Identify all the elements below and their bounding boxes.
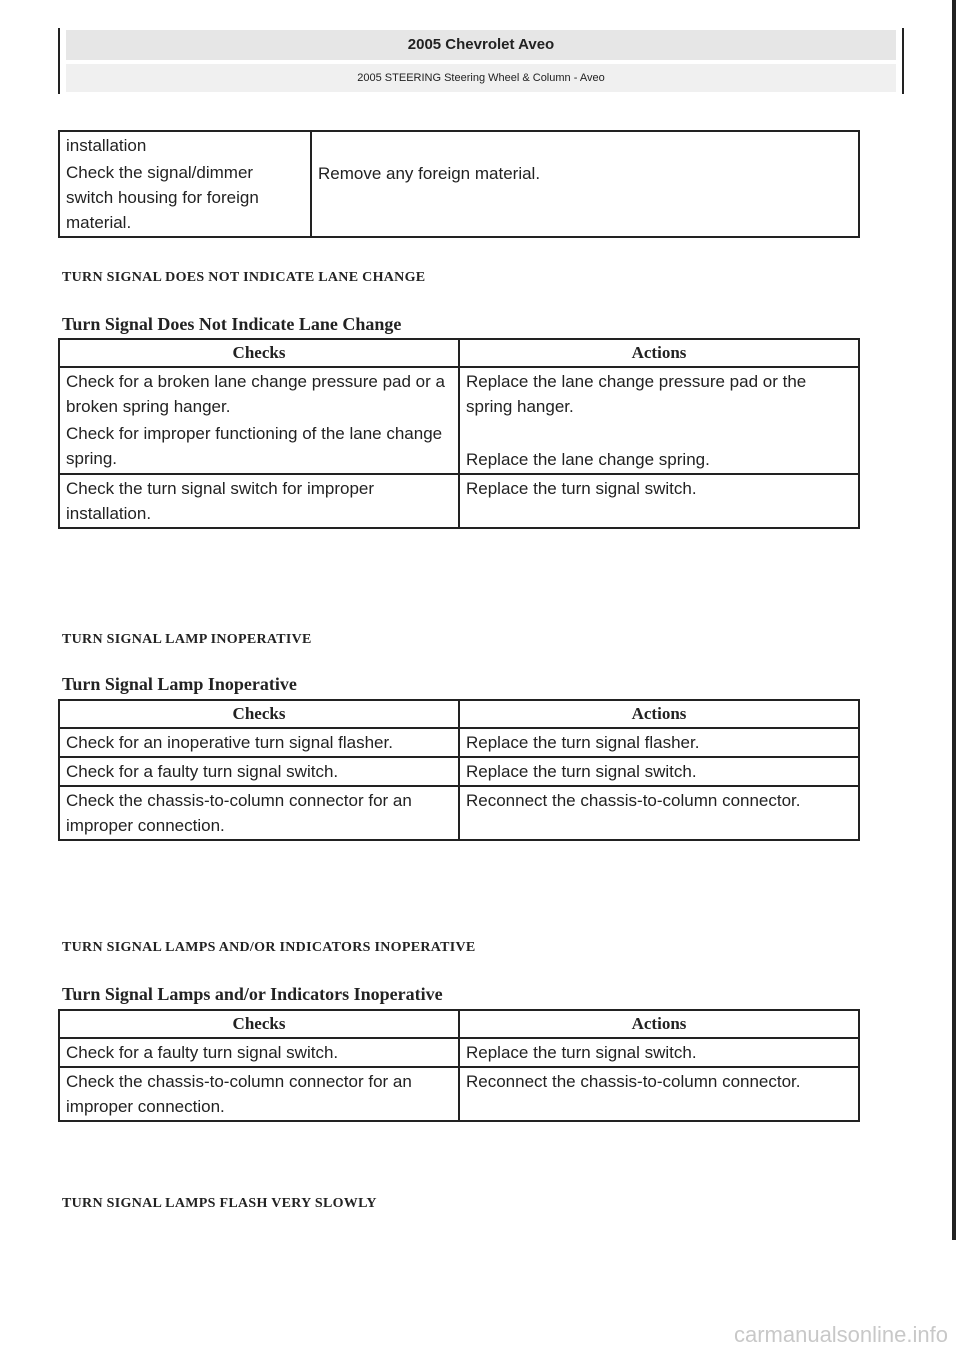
table-header-row [59, 339, 859, 367]
action-cell: Replace the turn signal switch. [459, 1038, 859, 1067]
table-row [59, 1038, 859, 1067]
table-header-row [59, 1010, 859, 1038]
continued-diagnostic-table [58, 130, 860, 238]
lamps-indicators-table [58, 1009, 860, 1122]
column-header-actions: Actions [459, 1010, 859, 1038]
section-heading-lane-change: TURN SIGNAL DOES NOT INDICATE LANE CHANGE [62, 270, 426, 285]
page-edge-rule [952, 0, 956, 1240]
table-row [59, 786, 859, 840]
action-text: Replace the lane change spring. [466, 450, 710, 469]
page-header [58, 28, 904, 94]
check-cell: Check for a faulty turn signal switch. [59, 757, 459, 786]
table-caption-lane-change: Turn Signal Does Not Indicate Lane Change [62, 314, 402, 334]
table-row [59, 131, 859, 237]
column-header-actions: Actions [459, 700, 859, 728]
check-text: installation [66, 136, 147, 155]
action-cell: Replace the turn signal flasher. [459, 728, 859, 757]
action-text [312, 132, 858, 160]
action-cell: Replace the turn signal switch. [459, 474, 859, 528]
lane-change-table [58, 338, 860, 529]
table-caption-lamps-indicators: Turn Signal Lamps and/or Indicators Inoperative [62, 984, 443, 1004]
column-header-checks: Checks [59, 1010, 459, 1038]
action-cell: Reconnect the chassis-to-column connector. [459, 786, 859, 840]
table-row [59, 757, 859, 786]
table-row [59, 474, 859, 528]
check-text: Check the signal/dimmer switch housing for foreign material. [66, 163, 259, 232]
check-cell: Check the chassis-to-column connector for an improper connection. [59, 1067, 459, 1121]
section-heading-lamps-indicators: TURN SIGNAL LAMPS AND/OR INDICATORS INOPERATIVE [62, 940, 476, 955]
check-cell: Check for a faulty turn signal switch. [59, 1038, 459, 1067]
column-header-checks: Checks [59, 700, 459, 728]
check-cell: Check the turn signal switch for improper installation. [59, 474, 459, 528]
check-cell: Check for an inoperative turn signal flasher. [59, 728, 459, 757]
table-row [59, 1067, 859, 1121]
column-header-actions: Actions [459, 339, 859, 367]
table-row [59, 728, 859, 757]
column-header-checks: Checks [59, 339, 459, 367]
check-cell [59, 131, 311, 237]
action-text: Remove any foreign material. [318, 164, 541, 183]
document-title: 2005 Chevrolet Aveo [66, 30, 896, 60]
lamp-inoperative-table [58, 699, 860, 841]
table-row [59, 367, 859, 474]
section-heading-lamp-inoperative: TURN SIGNAL LAMP INOPERATIVE [62, 632, 312, 647]
check-text: Check for improper functioning of the lane change spring. [66, 424, 443, 468]
action-cell [311, 131, 859, 237]
watermark: carmanualsonline.info [733, 1322, 948, 1347]
section-heading-flash-slowly: TURN SIGNAL LAMPS FLASH VERY SLOWLY [62, 1196, 377, 1211]
action-cell: Replace the turn signal switch. [459, 757, 859, 786]
check-cell [59, 367, 459, 474]
table-header-row [59, 700, 859, 728]
action-cell [459, 367, 859, 474]
check-text: Check for a broken lane change pressure pad or a broken spring hanger. [66, 372, 445, 416]
check-cell: Check the chassis-to-column connector for an improper connection. [59, 786, 459, 840]
action-cell: Reconnect the chassis-to-column connector. [459, 1067, 859, 1121]
action-text: Replace the lane change pressure pad or the spring hanger. [466, 372, 807, 416]
table-caption-lamp-inoperative: Turn Signal Lamp Inoperative [62, 674, 297, 694]
document-subtitle: 2005 STEERING Steering Wheel & Column - Aveo [66, 64, 896, 92]
